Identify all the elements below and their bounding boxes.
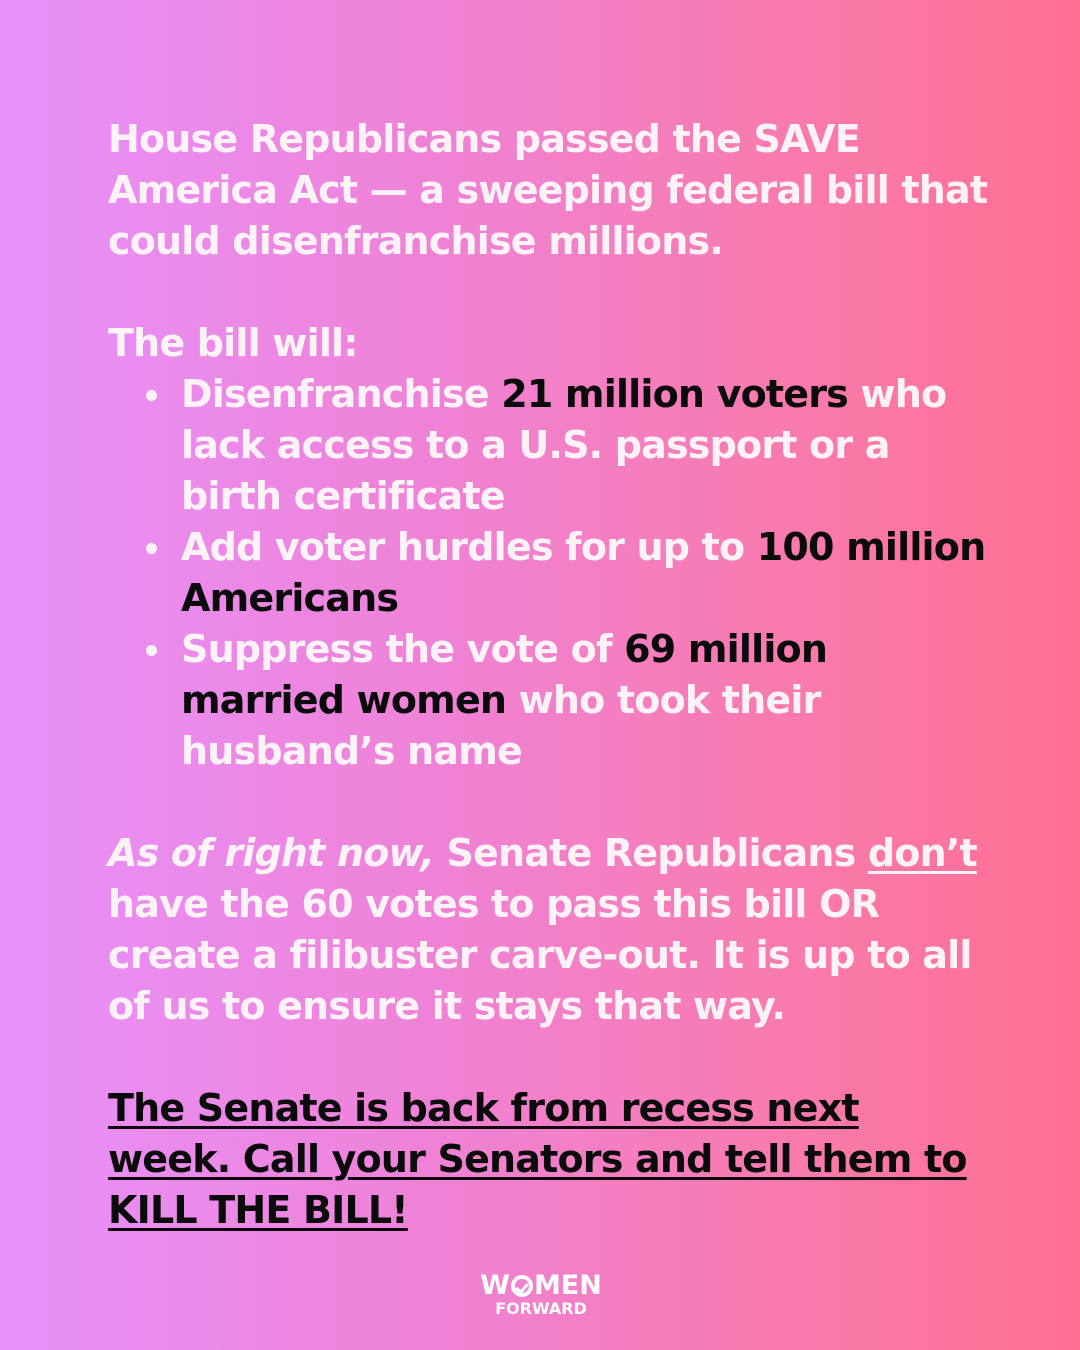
bullet-text: Add voter hurdles for up to (181, 525, 757, 569)
logo-letter: W (480, 1270, 510, 1301)
status-rest: have the 60 votes to pass this bill OR create a filibuster carve-out. It is up to all of us to ensure it stays that way. (108, 882, 972, 1028)
bullet-text: Disenfranchise (181, 372, 502, 416)
logo-letters: MEN (533, 1270, 602, 1301)
status-lead: Senate Republicans (434, 831, 868, 875)
bullet-highlight: 100 million Americans (181, 525, 986, 620)
checkmark-circle-icon (511, 1275, 533, 1297)
call-to-action: The Senate is back from recess next week. Call your Senators and tell them to KILL THE BILL! (108, 1086, 967, 1232)
logo-wordmark-top (476, 1272, 606, 1300)
bullet-text: Suppress the vote of (181, 627, 625, 671)
bullet-text: who lack access to a U.S. passport or a birth certificate (181, 372, 947, 518)
status-paragraph (108, 828, 988, 1032)
women-forward-logo (476, 1272, 606, 1318)
list-heading: The bill will: (108, 321, 358, 365)
list-item (181, 522, 988, 624)
list-item (181, 624, 988, 777)
bullet-text: who took their husband’s name (181, 678, 821, 773)
bullet-highlight: 21 million voters (501, 372, 848, 416)
main-content (108, 114, 988, 1236)
intro-paragraph: House Republicans passed the SAVE America Act — a sweeping federal bill that could disenfranchise millions. (108, 117, 988, 263)
list-item (181, 369, 988, 522)
status-italic: As of right now, (108, 831, 435, 875)
bullet-highlight: 69 million married women (181, 627, 828, 722)
logo-wordmark-bottom: FORWARD (495, 1299, 587, 1318)
bill-effects-list (108, 369, 988, 777)
status-underlined: don’t (867, 831, 977, 875)
